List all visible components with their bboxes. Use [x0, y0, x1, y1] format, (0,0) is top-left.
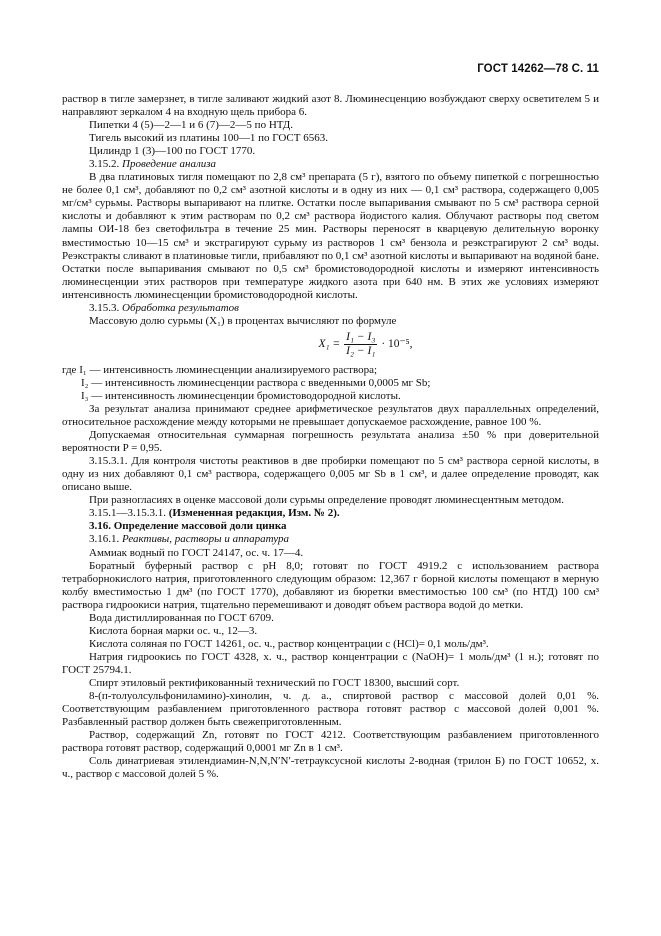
paragraph: Цилиндр 1 (3)—100 по ГОСТ 1770. — [89, 145, 256, 158]
section-heading — [62, 533, 599, 546]
paragraph: 8-(п-толуолсульфониламино)-хинолин, ч. д. а., спиртовой раствор с массовой долей 0,01 %. Соответствующим разбавлением приготовленного раствора готовят раствор с массовой долей 0,001 %. Разбавленный раствор должен быть свежеприготовленным. — [62, 690, 599, 729]
paragraph: Допускаемая относительная суммарная погрешность результата анализа ±50 % при доверительной вероятности P = 0,95. — [62, 429, 599, 455]
paragraph: Спирт этиловый ректификованный технический по ГОСТ 18300, высший сорт. — [89, 676, 460, 689]
section-title: Реактивы, растворы и аппаратура — [122, 533, 290, 546]
paragraph: Соль динатриевая этилендиамин-N,N,N′N′-тетрауксусной кислоты 2-водная (трилон Б) по ГОСТ 10652, х. ч., раствор с массовой долей 5 %. — [62, 755, 599, 781]
paragraph: Пипетки 4 (5)—2—1 и 6 (7)—2—5 по НТД. — [89, 119, 294, 132]
paragraph: Кислота соляная по ГОСТ 14261, ос. ч., раствор концентрации с (HCl)= 0,1 моль/дм³. — [89, 637, 489, 650]
section-number: 3.15.2. — [89, 158, 120, 171]
section-title: Обработка результатов — [122, 301, 239, 314]
paragraph: Натрия гидроокись по ГОСТ 4328, х. ч., раствор концентрации с (NaOH)= 1 моль/дм³ (1 н.); готовят по ГОСТ 25794.1. — [62, 650, 599, 676]
section-number: 3.16.1. — [89, 533, 120, 546]
paragraph: 3.15.3.1. Для контроля чистоты реактивов в две пробирки помещают по 5 см³ раствора серной кислоты, в одну из них добавляют 0,1 см³ раствора, содержащего 0,005 мг Sb в 1 см³, и далее определение проводят, как описано выше. — [62, 455, 599, 494]
formula-denominator: I₂ − I₁ — [346, 344, 376, 357]
legend-line: I₂ — интенсивность люминесценции раствора с введенными 0,0005 мг Sb; — [81, 376, 431, 389]
section-heading — [62, 158, 599, 171]
formula-lhs: X₁ = — [318, 337, 341, 350]
formula-numerator: I₁ − I₃ — [346, 330, 376, 343]
amendment-range: 3.15.1—3.15.3.1. — [89, 507, 166, 520]
paragraph: Тигель высокий из платины 100—1 по ГОСТ 6563. — [89, 132, 328, 145]
section-title: Проведение анализа — [122, 158, 217, 171]
paragraph: При разногласиях в оценке массовой доли сурьмы определение проводят люминесцентным методом. — [89, 494, 564, 507]
paragraph: Массовую долю сурьмы (X₁) в процентах вычисляют по формуле — [89, 314, 397, 327]
section-number: 3.15.3. — [89, 301, 120, 314]
formula-fraction — [344, 331, 377, 358]
paragraph: Боратный буферный раствор с pH 8,0; готовят по ГОСТ 4919.2 с использованием раствора тетраборнокислого натрия, приготовленного следующим образом: 12,367 г борной кислоты помещают в мерную колбу вместимостью 1 дм³ (по ГОСТ 1770), добавляют из бюретки вместимостью 100 см³ (по НТД) 100 см³ раствора гидроокиси натрия, тщательно перемешивают и доводят объем раствора водой до метки. — [62, 559, 599, 611]
legend-line: где I₁ — интенсивность люминесценции анализируемого раствора; — [62, 363, 378, 376]
paragraph: раствор в тигле замерзнет, в тигле заливают жидкий азот 8. Люминесценцию возбуждают сверху осветителем 5 и направляют зеркалом 4 на входную щель прибора 6. — [62, 93, 599, 119]
section-heading: 3.16. Определение массовой доли цинка — [89, 520, 287, 533]
paragraph: Вода дистиллированная по ГОСТ 6709. — [89, 611, 274, 624]
paragraph: Раствор, содержащий Zn, готовят по ГОСТ 4212. Соответствующим разбавлением приготовленного раствора готовят раствор, содержащий 0,0001 мг Zn в 1 см³. — [62, 729, 599, 755]
formula — [62, 328, 599, 364]
paragraph: В два платиновых тигля помещают по 2,8 см³ препарата (5 г), взятого по объему пипеткой с погрешностью не более 0,1 см³, добавляют по 0,2 см³ азотной кислоты и в одну из них — 0,1 см³ раствора, содержащего 0,005 мг/см³ сурьмы. Растворы выпаривают на плитке. Остатки после выпаривания смывают по 5 см³ раствора серной кислоты и добавляют к этим растворам по 0,2 см³ раствора йодистого калия. Облучают растворы под светом лампы ОИ-18 без светофильтра в течение 25 мин. Растворы переносят в кварцевую делительную воронку вместимостью 10—15 см³ и экстрагируют сурьму из растворов 1 см³ бензола и реэкстрагируют 2 см³ воды. Реэкстракты сливают в платиновые тигли, прибавляют по 0,1 см³ азотной кислоты и выпаривают на водяной бане. Остатки после выпаривания смывают по 0,5 см³ бромистоводородной кислоты и измеряют интенсивность люминесценции этих растворов при температуре жидкого азота при 640 нм. В этих же условиях измеряют интенсивность люминесценции бромистоводородной кислоты. — [62, 171, 599, 301]
page-header: ГОСТ 14262—78 С. 11 — [477, 63, 599, 75]
section-heading — [62, 302, 599, 315]
paragraph: Аммиак водный по ГОСТ 24147, ос. ч. 17—4. — [89, 546, 304, 559]
formula-rhs: · 10⁻⁵, — [381, 337, 413, 350]
amendment-note — [62, 507, 599, 520]
amendment-text: (Измененная редакция, Изм. № 2). — [168, 507, 340, 520]
paragraph: За результат анализа принимают среднее арифметическое результатов двух параллельных определений, относительное расхождение между которыми не превышает допускаемое расхождение, равное 100 %. — [62, 402, 599, 429]
legend-line: I₃ — интенсивность люминесценции бромистоводородной кислоты. — [81, 389, 401, 402]
paragraph: Кислота борная марки ос. ч., 12—3. — [89, 624, 258, 637]
document-body — [62, 93, 599, 781]
